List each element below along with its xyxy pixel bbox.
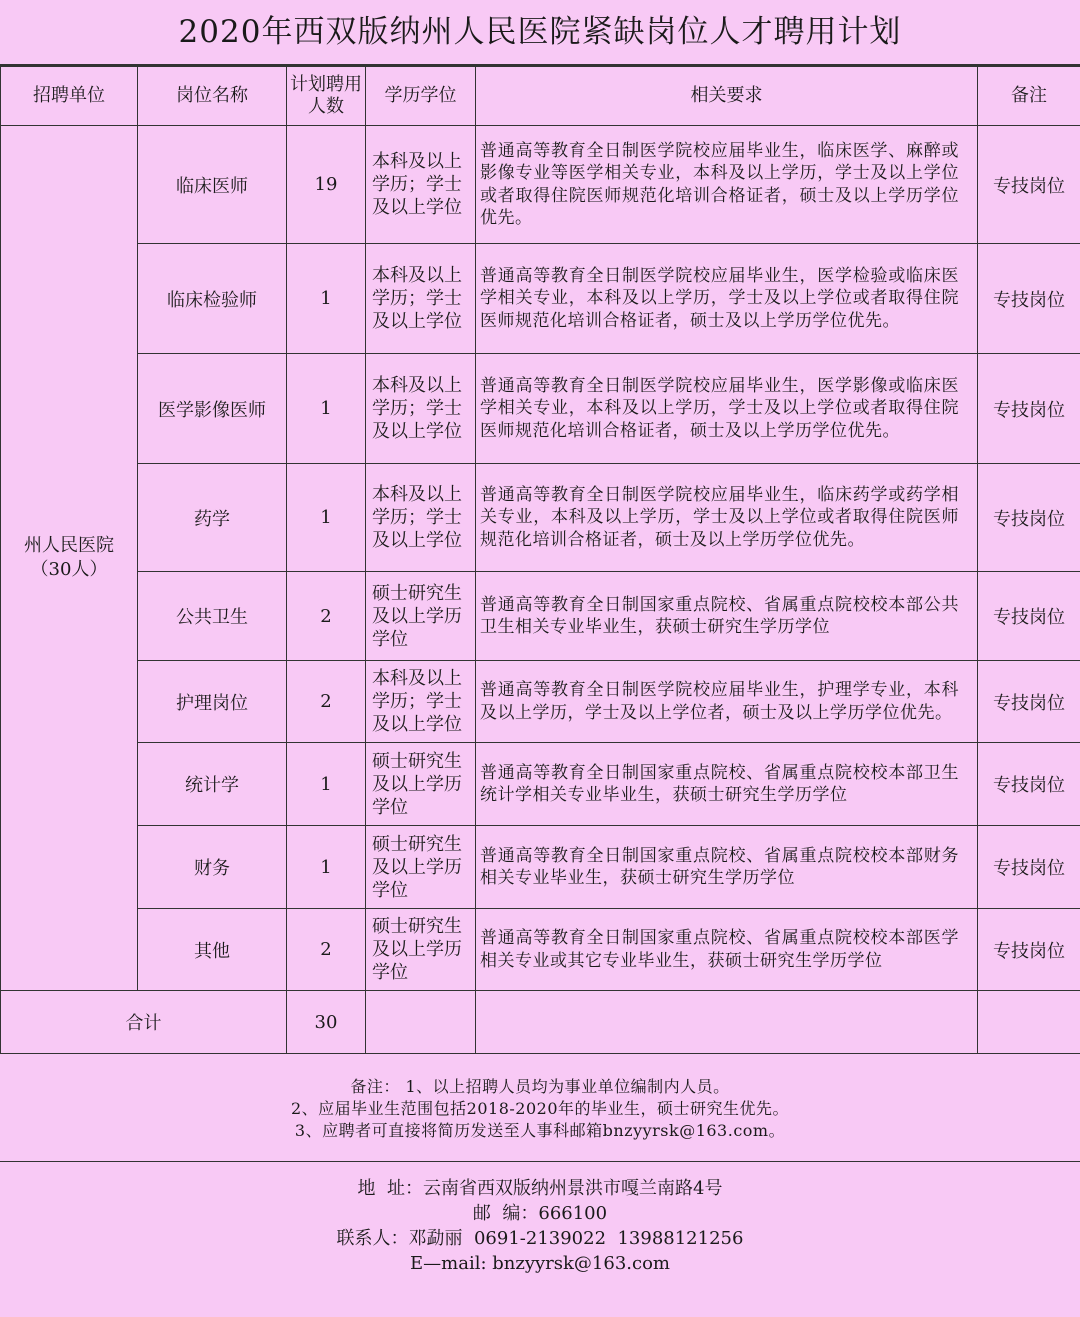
- note-line-3: 3、应聘者可直接将简历发送至人事科邮箱bnzyyrsk@163.com。: [294, 1121, 786, 1140]
- position-cell: 医学影像医师: [138, 354, 287, 464]
- remarks-cell: 专技岗位: [978, 572, 1080, 661]
- education-cell: 硕士研究生及以上学历学位: [366, 909, 476, 991]
- note-line-2: 2、应届毕业生范围包括2018-2020年的毕业生，硕士研究生优先。: [290, 1099, 790, 1118]
- position-cell: 临床检验师: [138, 244, 287, 354]
- table-row: [1, 244, 1080, 354]
- notes-section: [0, 1054, 1080, 1162]
- total-count: 30: [287, 991, 366, 1054]
- table-header-row: [1, 67, 1080, 126]
- table-row: [1, 661, 1080, 743]
- requirements-cell: 普通高等教育全日制医学院校应届毕业生，医学检验或临床医学相关专业，本科及以上学历，学士及以上学位或者取得住院医师规范化培训合格证者，硕士及以上学历学位优先。: [476, 244, 978, 354]
- header-requirements: 相关要求: [476, 67, 978, 126]
- count-cell: 19: [287, 126, 366, 244]
- table-row: [1, 826, 1080, 909]
- table-row: [1, 743, 1080, 826]
- position-cell: 财务: [138, 826, 287, 909]
- table-row: [1, 572, 1080, 661]
- contact-person: 联系人：邓勐丽 0691-2139022 13988121256: [336, 1228, 744, 1249]
- table-row: [1, 354, 1080, 464]
- education-cell: 硕士研究生及以上学历学位: [366, 743, 476, 826]
- remarks-cell: 专技岗位: [978, 464, 1080, 572]
- education-cell: 本科及以上学历；学士及以上学位: [366, 464, 476, 572]
- count-cell: 1: [287, 244, 366, 354]
- requirements-cell: 普通高等教育全日制国家重点院校、省属重点院校校本部财务相关专业毕业生，获硕士研究生学历学位: [476, 826, 978, 909]
- page-title: 2020年西双版纳州人民医院紧缺岗位人才聘用计划: [0, 0, 1080, 66]
- remarks-cell: 专技岗位: [978, 244, 1080, 354]
- requirements-cell: 普通高等教育全日制医学院校应届毕业生，医学影像或临床医学相关专业，本科及以上学历，学士及以上学位或者取得住院医师规范化培训合格证者，硕士及以上学历学位优先。: [476, 354, 978, 464]
- count-cell: 1: [287, 743, 366, 826]
- requirements-cell: 普通高等教育全日制国家重点院校、省属重点院校校本部公共卫生相关专业毕业生，获硕士研究生学历学位: [476, 572, 978, 661]
- education-cell: 硕士研究生及以上学历学位: [366, 826, 476, 909]
- position-cell: 药学: [138, 464, 287, 572]
- position-cell: 公共卫生: [138, 572, 287, 661]
- requirements-cell: 普通高等教育全日制医学院校应届毕业生，临床药学或药学相关专业，本科及以上学历，学士及以上学位或者取得住院医师规范化培训合格证者，硕士及以上学历学位优先。: [476, 464, 978, 572]
- count-cell: 2: [287, 909, 366, 991]
- position-cell: 临床医师: [138, 126, 287, 244]
- total-requirements-empty: [476, 991, 978, 1054]
- remarks-cell: 专技岗位: [978, 826, 1080, 909]
- education-cell: 本科及以上学历；学士及以上学位: [366, 661, 476, 743]
- recruitment-table: [0, 66, 1080, 1054]
- count-cell: 1: [287, 354, 366, 464]
- count-cell: 1: [287, 464, 366, 572]
- contact-postcode: 邮 编：666100: [472, 1203, 608, 1224]
- unit-cell: 州人民医院（30人）: [1, 126, 138, 991]
- education-cell: 本科及以上学历；学士及以上学位: [366, 354, 476, 464]
- education-cell: 本科及以上学历；学士及以上学位: [366, 244, 476, 354]
- total-remarks-empty: [978, 991, 1080, 1054]
- count-cell: 2: [287, 572, 366, 661]
- remarks-cell: 专技岗位: [978, 909, 1080, 991]
- header-unit: 招聘单位: [1, 67, 138, 126]
- education-cell: 本科及以上学历；学士及以上学位: [366, 126, 476, 244]
- total-row: [1, 991, 1080, 1054]
- requirements-cell: 普通高等教育全日制医学院校应届毕业生，护理学专业，本科及以上学历，学士及以上学位者，硕士及以上学历学位优先。: [476, 661, 978, 743]
- header-remarks: 备注: [978, 67, 1080, 126]
- requirements-cell: 普通高等教育全日制国家重点院校、省属重点院校校本部卫生统计学相关专业毕业生，获硕士研究生学历学位: [476, 743, 978, 826]
- education-cell: 硕士研究生及以上学历学位: [366, 572, 476, 661]
- table-row: [1, 909, 1080, 991]
- note-line-1: 备注： 1、以上招聘人员均为事业单位编制内人员。: [350, 1077, 730, 1096]
- position-cell: 护理岗位: [138, 661, 287, 743]
- table-row: [1, 126, 1080, 244]
- remarks-cell: 专技岗位: [978, 661, 1080, 743]
- contact-section: [0, 1162, 1080, 1276]
- requirements-cell: 普通高等教育全日制国家重点院校、省属重点院校校本部医学相关专业或其它专业毕业生，获硕士研究生学历学位: [476, 909, 978, 991]
- total-label: 合计: [1, 991, 287, 1054]
- remarks-cell: 专技岗位: [978, 354, 1080, 464]
- contact-address: 地 址：云南省西双版纳州景洪市嘎兰南路4号: [357, 1178, 723, 1199]
- header-count: 计划聘用人数: [287, 67, 366, 126]
- position-cell: 其他: [138, 909, 287, 991]
- header-position: 岗位名称: [138, 67, 287, 126]
- contact-email[interactable]: E—mail: bnzyyrsk@163.com: [410, 1253, 670, 1274]
- total-education-empty: [366, 991, 476, 1054]
- remarks-cell: 专技岗位: [978, 126, 1080, 244]
- count-cell: 2: [287, 661, 366, 743]
- requirements-cell: 普通高等教育全日制医学院校应届毕业生，临床医学、麻醉或影像专业等医学相关专业，本科及以上学历，学士及以上学位或者取得住院医师规范化培训合格证者，硕士及以上学历学位优先。: [476, 126, 978, 244]
- remarks-cell: 专技岗位: [978, 743, 1080, 826]
- count-cell: 1: [287, 826, 366, 909]
- position-cell: 统计学: [138, 743, 287, 826]
- table-row: [1, 464, 1080, 572]
- header-education: 学历学位: [366, 67, 476, 126]
